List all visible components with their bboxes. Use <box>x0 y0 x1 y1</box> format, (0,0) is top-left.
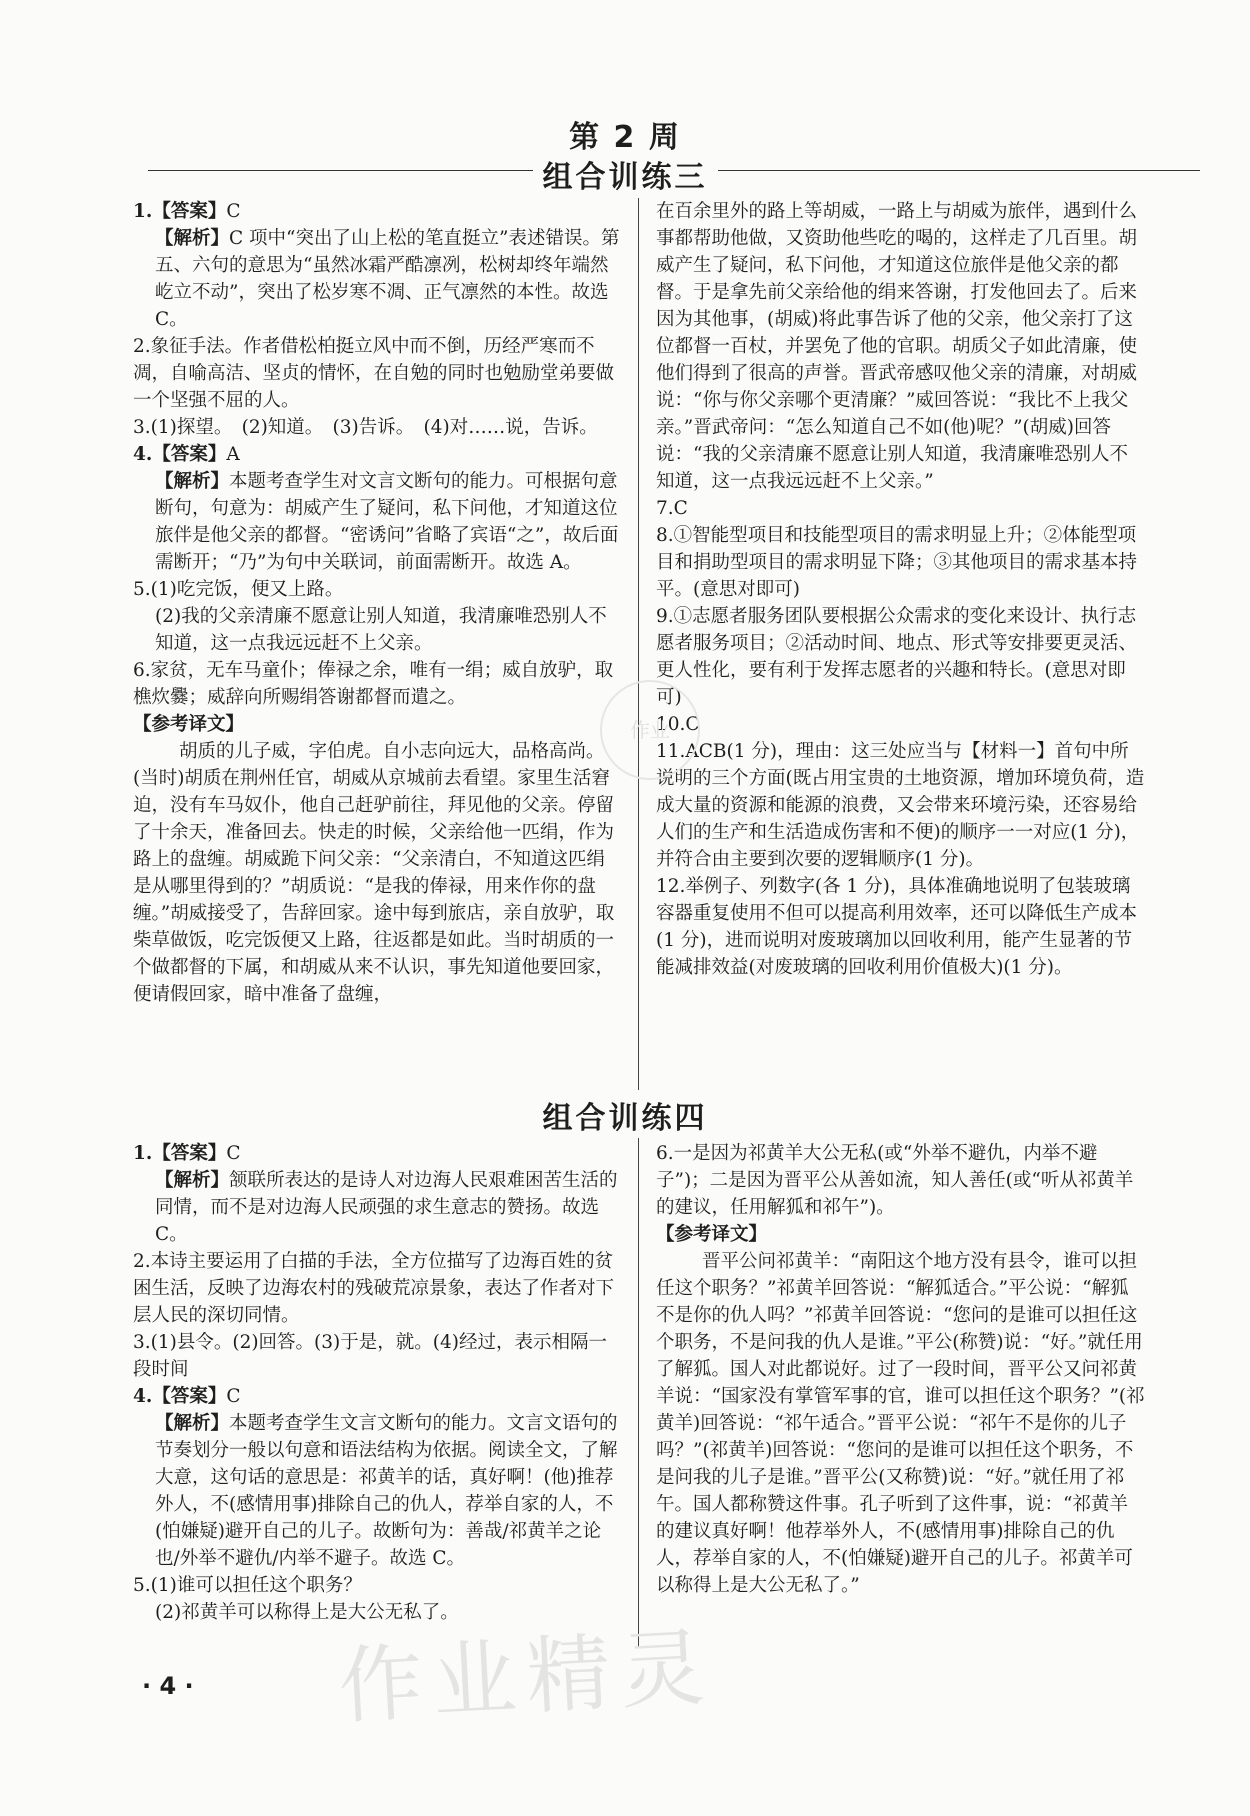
answer-item: 8.①智能型项目和技能型项目的需求明显上升；②体能型项目和捐助型项目的需求明显下降；③其他项目的需求基本持平。(意思对即可) <box>656 525 1138 600</box>
answer-item: 6.一是因为祁黄羊大公无私(或“外举不避仇，内举不避子”)；二是因为晋平公从善如流，知人善任(或“听从祁黄羊的建议，任用解狐和祁午”)。 <box>656 1143 1134 1218</box>
answer-item: 11.ACB(1 分)，理由：这三处应当与【材料一】首句中所说明的三个方面(既占用宝贵的土地资源，增加环境负荷，造成大量的资源和能源的浪费，又会带来环境污染，还容易给人们的生产和生活造成伤害和不便)的顺序一一对应(1 分)，并符合由主要到次要的逻辑顺序(1 分)。 <box>656 741 1145 870</box>
answer-item: 4.【答案】C <box>133 1386 241 1407</box>
watermark-stamp: 作业 <box>600 680 700 780</box>
section4-left-column <box>133 1140 623 1626</box>
translation-paragraph: 在百余里外的路上等胡威，一路上与胡威为旅伴，遇到什么事都帮助他做，又资助他些吃的喝的，这样走了几百里。胡威产生了疑问，私下问他，才知道这位旅伴是他父亲的都督。于是拿先前父亲给他的绢来答谢，打发他回去了。后来因为其他事，(胡威)将此事告诉了他的父亲，他父亲打了这位都督一百杖，并罢免了他的官职。胡质父子如此清廉，使他们得到了很高的声誉。晋武帝感叹他父亲的清廉，对胡威说：“你与你父亲哪个更清廉？”威回答说：“我比不上我父亲。”晋武帝问：“怎么知道自己不如(他)呢？”(胡威)回答说：“我的父亲清廉不愿意让别人知道，我清廉唯恐别人不知道，这一点我远远赶不上父亲。” <box>656 201 1138 492</box>
translation-paragraph: 晋平公问祁黄羊：“南阳这个地方没有县令，谁可以担任这个职务？”祁黄羊回答说：“解狐适合。”平公说：“解狐不是你的仇人吗？”祁黄羊回答说：“您问的是谁可以担任这个职务，不是问我的仇人是谁。”平公(称赞)说：“好。”就任用了解狐。国人对此都说好。过了一段时间，晋平公又问祁黄羊说：“国家没有掌管军事的官，谁可以担任这个职务？”(祁黄羊)回答说：“祁午适合。”晋平公说：“祁午不是你的儿子吗？”(祁黄羊)回答说：“您问的是谁可以担任这个职务，不是问我的儿子是谁。”晋平公(又称赞)说：“好。”就任用了祁午。国人都称赞这件事。孔子听到了这件事，说：“祁黄羊的建议真好啊！他荐举外人，不(感情用事)排除自己的仇人，荐举自家的人，不(怕嫌疑)避开自己的儿子。祁黄羊可以称得上是大公无私了。” <box>656 1251 1145 1596</box>
answer-item: 【解析】本题考查学生文言文断句的能力。文言文语句的节奏划分一般以句意和语法结构为依据。阅读全文，了解大意，这句话的意思是：祁黄羊的话，真好啊！(他)推荐外人，不(感情用事)排除自己的仇人，荐举自家的人，不(怕嫌疑)避开自己的儿子。故断句为：善哉/祁黄羊之论也/外举不避仇/内举不避子。故选 C。 <box>155 1413 618 1569</box>
answer-item: 2.象征手法。作者借松柏挺立风中而不倒，历经严寒而不凋，自喻高洁、坚贞的情怀，在自勉的同时也勉励堂弟要做一个坚强不屈的人。 <box>133 336 615 411</box>
column-divider-top <box>638 198 639 1090</box>
answer-item: 9.①志愿者服务团队要根据公众需求的变化来设计、执行志愿者服务项目；②活动时间、地点、形式等安排要更灵活、更人性化，要有利于发挥志愿者的兴趣和特长。(意思对即可) <box>656 606 1138 708</box>
answer-item: 【参考译文】 <box>133 714 245 735</box>
answer-item: 1.【答案】C <box>133 201 241 222</box>
answer-item: (2)我的父亲清廉不愿意让别人知道，我清廉唯恐别人不知道，这一点我远远赶不上父亲。 <box>155 606 607 654</box>
section4-title: 组合训练四 <box>0 1093 1250 1137</box>
answer-item: (2)祁黄羊可以称得上是大公无私了。 <box>155 1602 459 1623</box>
section3-left-column <box>133 198 623 1008</box>
section3-right-column <box>656 198 1146 981</box>
answer-item: 7.C <box>656 498 688 519</box>
section4-right-column <box>656 1140 1146 1599</box>
answer-item: 【解析】C 项中“突出了山上松的笔直挺立”表述错误。第五、六句的意思为“虽然冰霜严酷凛冽，松树却终年端然屹立不动”，突出了松岁寒不凋、正气凛然的本性。故选 C。 <box>155 228 620 330</box>
answer-item: 1.【答案】C <box>133 1143 241 1164</box>
answer-item: 4.【答案】A <box>133 444 240 465</box>
answer-item: 2.本诗主要运用了白描的手法，全方位描写了边海百姓的贫困生活，反映了边海农村的残破荒凉景象，表达了作者对下层人民的深切同情。 <box>133 1251 615 1326</box>
page-number: · 4 · <box>142 1672 194 1700</box>
answer-item: 3.(1)探望。 (2)知道。 (3)告诉。 (4)对……说，告诉。 <box>133 417 598 438</box>
column-divider-bottom <box>638 1138 639 1648</box>
section3-title: 组合训练三 <box>0 152 1250 196</box>
answer-item: 5.(1)吃完饭，便又上路。 <box>133 579 344 600</box>
answer-item: 12.举例子、列数字(各 1 分)，具体准确地说明了包装玻璃容器重复使用不但可以提高利用效率，还可以降低生产成本(1 分)，进而说明对废玻璃加以回收利用，能产生显著的节能减排效益(对废玻璃的回收利用价值极大)(1 分)。 <box>656 876 1138 978</box>
watermark-text: 作业精灵 <box>336 1618 717 1736</box>
answer-item: 【解析】颔联所表达的是诗人对边海人民艰难困苦生活的同情，而不是对边海人民顽强的求生意志的赞扬。故选 C。 <box>155 1170 618 1245</box>
answer-item: 5.(1)谁可以担任这个职务？ <box>133 1575 362 1596</box>
translation-paragraph: 胡质的儿子威，字伯虎。自小志向远大，品格高尚。(当时)胡质在荆州任官，胡威从京城前去看望。家里生活窘迫，没有车马奴仆，他自己赶驴前往，拜见他的父亲。停留了十余天，准备回去。快走的时候，父亲给他一匹绢，作为路上的盘缠。胡威跪下问父亲：“父亲清白，不知道这匹绢是从哪里得到的？”胡质说：“是我的俸禄，用来作你的盘缠。”胡威接受了，告辞回家。途中每到旅店，亲自放驴，取柴草做饭，吃完饭便又上路，往返都是如此。当时胡质的一个做都督的下属，和胡威从来不认识，事先知道他要回家，便请假回家，暗中准备了盘缠， <box>133 741 615 1005</box>
answer-item: 6.家贫，无车马童仆；俸禄之余，唯有一绢；威自放驴，取樵炊爨；威辞向所赐绢答谢都督而遣之。 <box>133 660 614 708</box>
answer-item: 3.(1)县令。(2)回答。(3)于是，就。(4)经过，表示相隔一段时间 <box>133 1332 607 1380</box>
answer-item: 【解析】本题考查学生对文言文断句的能力。可根据句意断句，句意为：胡威产生了疑问，私下问他，才知道这位旅伴是他父亲的都督。“密诱问”省略了宾语“之”，故后面需断开；“乃”为句中关联词，前面需断开。故选 A。 <box>155 471 619 573</box>
answer-item: 【参考译文】 <box>656 1224 768 1245</box>
answer-item: 10.C <box>656 714 700 735</box>
week-title: 第 2 周 <box>569 120 681 155</box>
